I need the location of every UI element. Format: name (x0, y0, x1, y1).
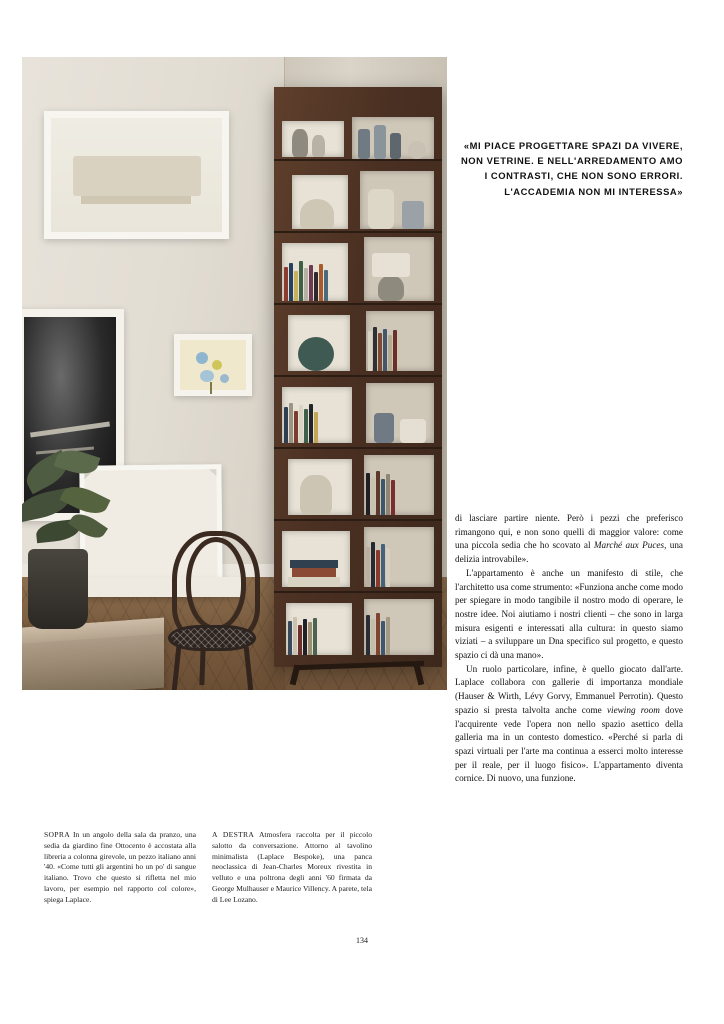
book-stack (284, 387, 318, 443)
ceramic-vessel (300, 475, 332, 515)
bookcase-cell (366, 383, 434, 443)
book (303, 619, 307, 655)
bookcase-cell (288, 459, 352, 515)
book-stack (366, 599, 390, 655)
bowl-object (408, 141, 426, 159)
book (289, 403, 293, 443)
page-number: 134 (356, 936, 368, 945)
book (371, 477, 375, 515)
rotating-column-bookcase (274, 87, 442, 667)
book (324, 270, 328, 301)
caption-left (44, 830, 196, 905)
book (371, 542, 375, 587)
bookcase-shelf-line (274, 303, 442, 305)
book (376, 613, 380, 655)
book (383, 329, 387, 371)
bookcase-cell (360, 171, 434, 229)
caption-right (212, 830, 372, 905)
book (381, 544, 385, 587)
book (381, 479, 385, 515)
bookcase-cell (352, 117, 434, 159)
body-paragraph (455, 512, 683, 567)
italic-term: viewing room (606, 704, 660, 715)
body-text-run: dove l'acquirente vede l'opera non nello spazio asettico della galleria ma in un contesto domestico. «Perché si parla di spazi virtuali per l'arte ma continua a esserci molto interesse per il reale, per il luogo fisico». L'appartamento diventa cornice. Di nuovo, una funzione. (455, 704, 683, 784)
artwork-dot (196, 352, 208, 364)
bookcase-cell (364, 237, 434, 301)
book (294, 271, 298, 301)
bookcase-cell (288, 315, 350, 371)
artwork-brushstroke (30, 421, 110, 437)
book (366, 615, 370, 655)
framed-artwork-small (174, 334, 252, 396)
bookcase-cell (366, 311, 434, 371)
book (386, 548, 390, 587)
box-object (400, 419, 426, 443)
bookcase-cell (282, 243, 348, 301)
bookcase-cell (364, 599, 434, 655)
bookcase-cell (286, 603, 352, 655)
book-stack (368, 311, 397, 371)
artwork-canvas (51, 118, 222, 232)
book (299, 261, 303, 301)
pull-quote: «MI PIACE PROGETTARE SPAZI DA VIVERE, NON VETRINE. E NELL'ARREDAMENTO AMO I CONTRASTI, CHE NON SONO ERRORI. L'ACCADEMIA NON MI INTERESSA» (460, 140, 683, 197)
body-text-run: , una delizia introvabile». (455, 540, 683, 565)
cylinder-object (402, 201, 424, 229)
italic-term: Marché aux Puces (593, 540, 665, 551)
artwork-dot (200, 370, 214, 382)
book (378, 333, 382, 371)
cylinder-object (374, 125, 386, 159)
book (304, 409, 308, 443)
bookcase-shelf-line (274, 447, 442, 449)
book-stack (288, 603, 317, 655)
book (373, 327, 377, 371)
chair-leg (172, 647, 182, 690)
book-stack (366, 527, 390, 587)
book (393, 330, 397, 371)
book (299, 405, 303, 443)
book (309, 404, 313, 443)
ceramic-vessel (300, 199, 334, 229)
artwork-canvas-small (180, 340, 246, 390)
body-paragraph (455, 663, 683, 786)
body-text-run: Un ruolo particolare, infine, è quello giocato dall'arte. Laplace collabora con gallerie di importanza mondiale (Hauser & Wirth, Lévy Gorvy, Emmanuel Perrotin). Questo spazio si presta talvolta anche come (455, 663, 683, 715)
book-stack (284, 243, 328, 301)
bookcase-cell (364, 527, 434, 587)
green-sphere-vase (298, 337, 334, 371)
bookcase-shelf-line (274, 159, 442, 161)
book (298, 625, 302, 655)
book (371, 619, 375, 655)
ceramic-vase (292, 129, 308, 157)
body-text-run: L'appartamento è anche un manifesto di stile, che l'architetto usa come strumento: «Funziona anche come modo per spiegare in modo tangibile il nostro modo di operare, le nostre idee. Noi aiutiamo i nostri clienti – che sono in larga misura esigenti e interessati alla cultura: in questo siamo viziati – a sviluppare un Dna specifico sul progetto, e questo spazio ci dà una mano». (455, 567, 683, 661)
cylinder-object (390, 133, 401, 159)
caption-right-text: Atmosfera raccolta per il piccolo salotto da conversazione. Attorno al tavolino minimalista (Laplace Bespoke), una panca neoclassica di Jean-Charles Moreux rivestita in velluto e una poltrona degli anni '60 firmata da George Mulhauser e Maurice Villency. A parete, tela di Lee Lozano. (212, 830, 372, 904)
bookcase-cell (282, 531, 350, 587)
book (308, 622, 312, 655)
book (309, 265, 313, 301)
book (366, 547, 370, 587)
body-paragraph (455, 567, 683, 663)
box-object (368, 189, 394, 229)
artwork-stem (210, 382, 212, 394)
cylinder-object (374, 413, 394, 443)
book-stack (366, 455, 395, 515)
bookcase-shelf-line (274, 519, 442, 521)
framed-artwork-beige (44, 111, 229, 239)
body-text-run: di lasciare partire niente. Però i pezzi che preferisco rimangono qui, e non sono quelli di maggior valore: come una piccola sedia che ho scovato al (455, 513, 683, 551)
book (293, 617, 297, 655)
book (388, 335, 392, 371)
artwork-dot (220, 374, 229, 383)
book (376, 471, 380, 515)
bookcase-cell (364, 455, 434, 515)
leaf (68, 508, 108, 543)
plant-foliage (22, 449, 124, 569)
caption-left-text: In un angolo della sala da pranzo, una sedia da giardino fine Ottocento è accostata alla libreria a colonna girevole, un pezzo italiano anni '40. «Come tutti gli argentini ho un po' di sangue italiano. Trovo che questo si rifletta nel mio lavoro, per esempio nel rapporto col colore», spiega Laplace. (44, 830, 196, 904)
book (314, 412, 318, 443)
book (304, 268, 308, 301)
book (288, 621, 292, 655)
cylinder-object (358, 129, 370, 159)
stacked-book (288, 577, 340, 587)
body-text-column (455, 512, 683, 786)
leaf (60, 480, 111, 520)
ceramic-vase (312, 135, 325, 157)
caption-right-lead: A DESTRA (212, 830, 255, 839)
bookcase-shelf-line (274, 231, 442, 233)
book (381, 621, 385, 655)
book (313, 618, 317, 655)
artwork-shape-secondary (81, 196, 191, 204)
bookcase-cell (292, 175, 348, 229)
artwork-shape (73, 156, 201, 196)
book (368, 331, 372, 371)
caption-left-lead: SOPRA (44, 830, 70, 839)
bookcase-cell (282, 121, 344, 157)
book (391, 480, 395, 515)
chair-backrest-oval (186, 537, 246, 631)
bookcase-shelf-line (274, 375, 442, 377)
book (366, 473, 370, 515)
chair-leg (199, 647, 205, 685)
chair-seat-caning (171, 628, 253, 648)
book (319, 264, 323, 301)
book (386, 617, 390, 655)
bookcase-cell (282, 387, 352, 443)
lampshade (372, 253, 410, 277)
book (386, 474, 390, 515)
book (294, 411, 298, 443)
book (314, 272, 318, 301)
bookcase-shelf-line (274, 591, 442, 593)
main-photograph (22, 57, 447, 690)
artwork-dot (212, 360, 222, 370)
stacked-book (290, 560, 338, 568)
book (284, 267, 288, 301)
book (284, 407, 288, 443)
chair-leg (244, 647, 254, 690)
book (376, 550, 380, 587)
garden-chair (160, 529, 264, 689)
stacked-book (292, 568, 336, 577)
table-lamp-base (378, 275, 404, 301)
book (289, 263, 293, 301)
